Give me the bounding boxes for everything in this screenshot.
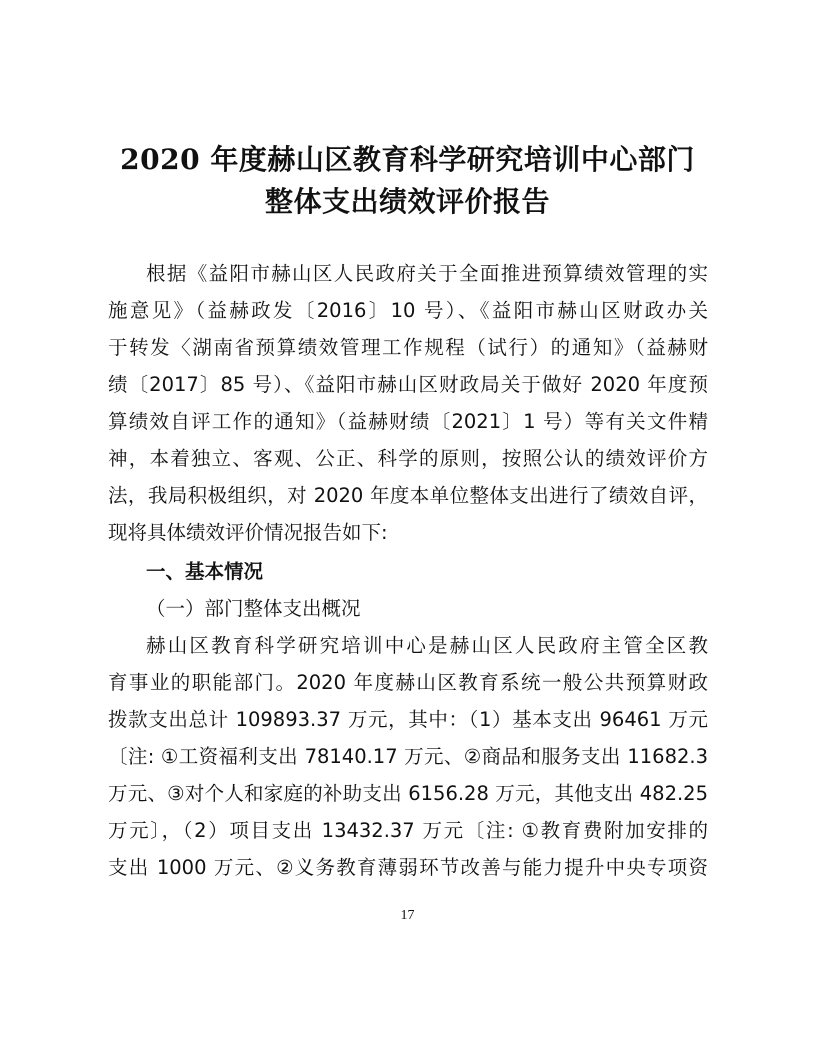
report-title-line-2: 整体支出绩效评价报告: [264, 185, 550, 218]
paragraph-line: 法，我局积极组织，对 2020 年度本单位整体支出进行了绩效自评，: [108, 484, 708, 507]
paragraph-line: 支出 1000 万元、②义务教育薄弱环节改善与能力提升中央专项资: [108, 856, 708, 879]
page-number: 17: [400, 908, 415, 923]
paragraph-line: 育事业的职能部门。2020 年度赫山区教育系统一般公共预算财政: [108, 671, 708, 694]
subsection-heading: （一）部门整体支出概况: [146, 597, 361, 620]
paragraph-line: 绩〔2017〕85 号）、《益阳市赫山区财政局关于做好 2020 年度预: [108, 373, 708, 396]
paragraph-line: 〔注: ①工资福利支出 78140.17 万元、②商品和服务支出 11682.3: [108, 745, 708, 768]
section-heading: 一、基本情况: [146, 560, 264, 583]
paragraph-line: 万元〕，（2）项目支出 13432.37 万元〔注: ①教育费附加安排的: [108, 819, 708, 842]
paragraph-line: 施意见》（益赫政发〔2016〕10 号）、《益阳市赫山区财政办关: [108, 299, 708, 322]
paragraph-line: 拨款支出总计 109893.37 万元，其中：（1）基本支出 96461 万元: [108, 708, 708, 731]
paragraph-line: 赫山区教育科学研究培训中心是赫山区人民政府主管全区教: [146, 634, 708, 657]
paragraph-line: 神，本着独立、客观、公正、科学的原则，按照公认的绩效评价方: [108, 447, 708, 470]
paragraph-line: 根据《益阳市赫山区人民政府关于全面推进预算绩效管理的实: [146, 262, 708, 285]
paragraph-line: 于转发〈湖南省预算绩效管理工作规程（试行）的通知》（益赫财: [108, 336, 708, 359]
paragraph-line: 算绩效自评工作的通知》（益赫财绩〔2021〕1 号）等有关文件精: [108, 410, 708, 433]
report-title-line-1: 2020 年度赫山区教育科学研究培训中心部门: [120, 143, 695, 176]
paragraph-line: 万元、③对个人和家庭的补助支出 6156.28 万元，其他支出 482.25: [108, 782, 708, 805]
paragraph-line: 现将具体绩效评价情况报告如下:: [108, 521, 388, 544]
